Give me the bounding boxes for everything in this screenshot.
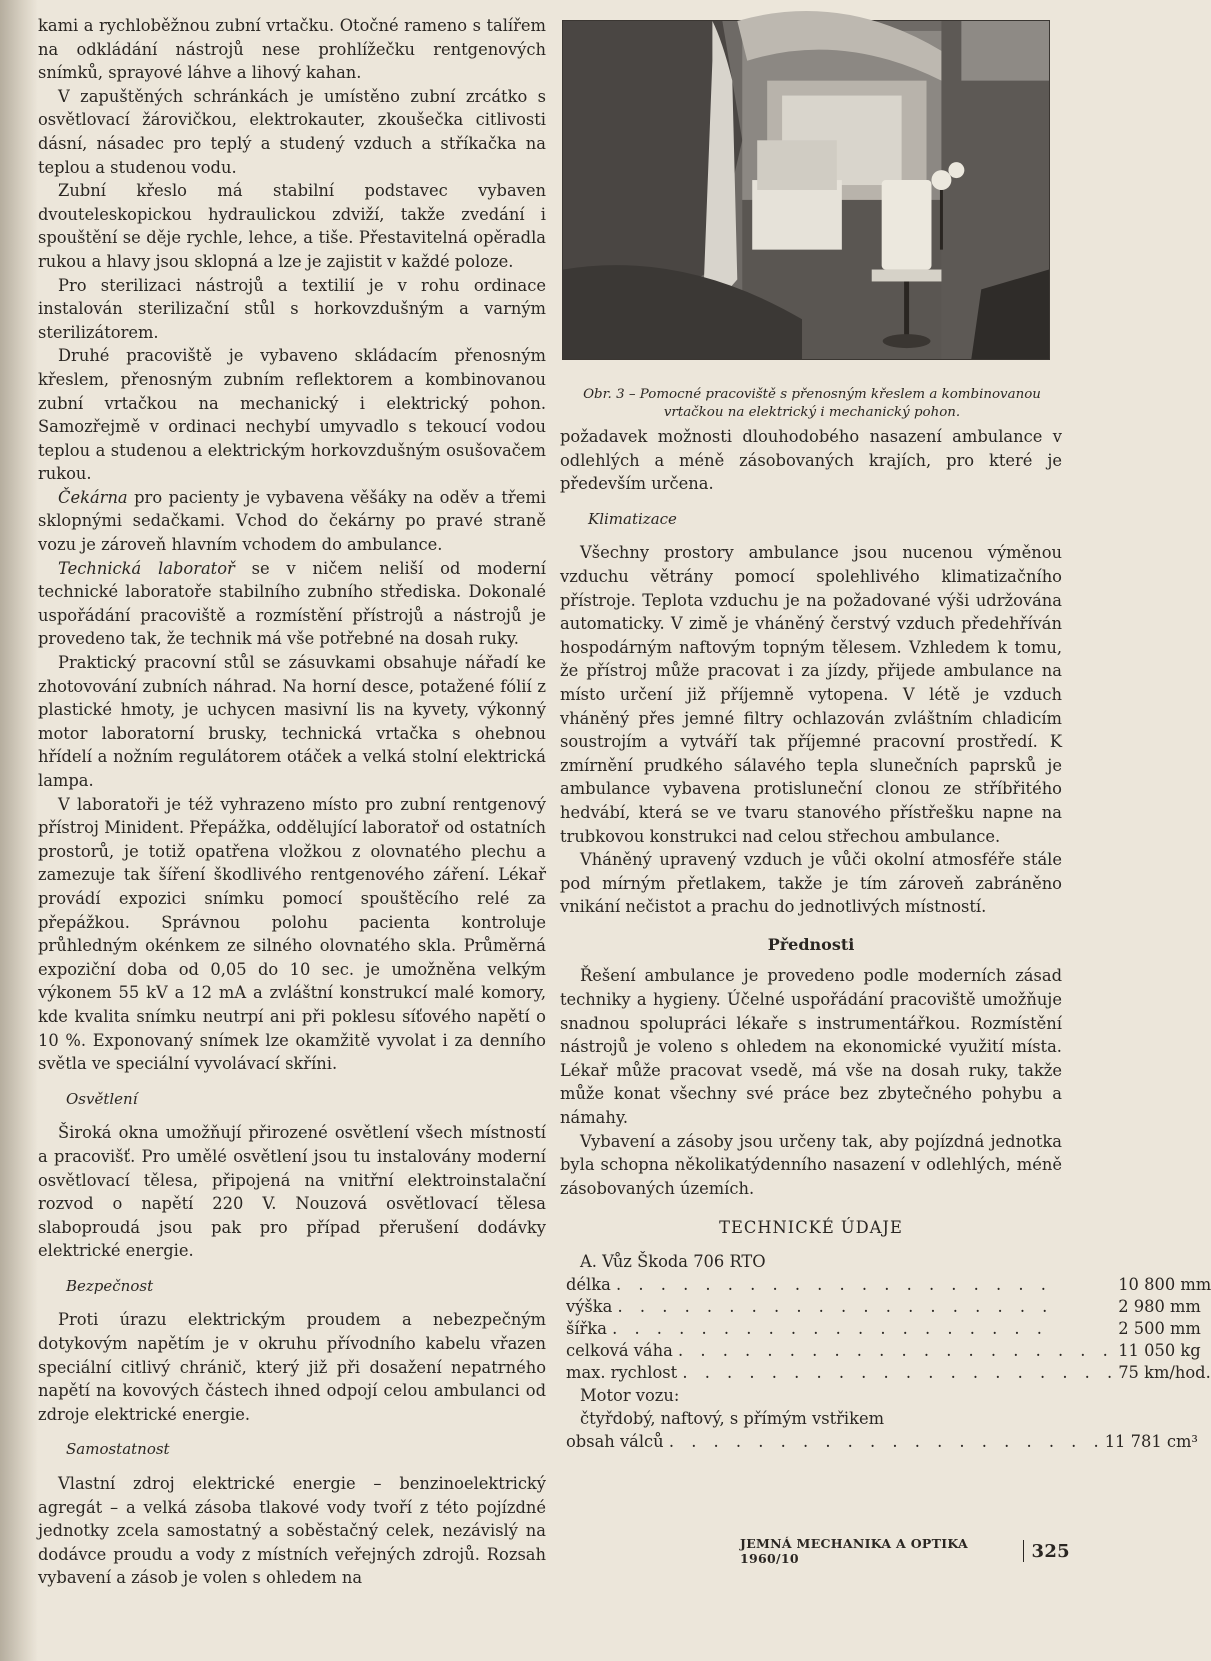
paragraph-bezpecnost: Proti úrazu elektrickým proudem a nebezpečným dotykovým napětím je v okruhu přívodního kabelu vřazen speciální citlivý chránič, který již při dosažení nepatrného napětí na kovových částech ihned odpojí celou ambulanci od zdroje elektrické energie.	[38, 1310, 546, 1424]
spec-row: šířka . . . . . . . . . . . . . . . . . . . . 2 500 mm	[566, 1318, 1211, 1340]
spec-value: 10 800 mm	[1118, 1274, 1211, 1294]
paragraph-cekarna	[38, 486, 546, 557]
section-heading-klimatizace: Klimatizace	[588, 509, 677, 528]
tech-data-title: TECHNICKÉ ÚDAJE	[719, 1218, 903, 1238]
term-cekarna: Čekárna	[58, 487, 128, 507]
tech-data-subtitle: A. Vůz Škoda 706 RTO	[580, 1252, 766, 1271]
spec-label: výška	[566, 1296, 613, 1316]
spec-label: délka	[566, 1274, 611, 1294]
paragraph: V zapuštěných schránkách je umístěno zubní zrcátko s osvětlovací žárovičkou, elektrokauter, zkoušečka citlivosti dásní, násadec pro teplý a studený vzduch a stříkačka na teplou a studenou vodu.	[38, 86, 546, 177]
motor-heading: Motor vozu:	[580, 1385, 680, 1405]
right-column	[560, 425, 1211, 1453]
spec-table-motor	[566, 1431, 1198, 1453]
binding-gutter	[0, 0, 38, 1661]
spec-row: výška . . . . . . . . . . . . . . . . . . . . 2 980 mm	[566, 1296, 1211, 1318]
paragraph-klimatizace: Všechny prostory ambulance jsou nucenou výměnou vzduchu větrány pomocí spolehlivého klimatizačního přístroje. Teplota vzduchu je na požadované výši udržována automaticky. V zimě je vháněný čerstvý vzduch předehříván hospodárným naftovým topným tělesem. Vzhledem k tomu, že přístroj může pracovat i za jízdy, přijede ambulance na místo určení již příjemně vytopena. V létě je vzduch vháněný přes jemné filtry ochlazován zvláštním chladicím soustrojím a vytváří tak příjemné pracovní prostředí. K zmírnění prudkého sálavého tepla slunečních paprsků je ambulance vybavena protisluneční clonou ze stříbřitého hedvábí, která se ve tvaru stanového přístřešku napne na trubkovou konstrukci nad celou střechou ambulance.	[560, 543, 1062, 846]
paragraph: kami a rychloběžnou zubní vrtačku. Otočné rameno s talířem na odkládání nástrojů nese prohlížečku rentgenových snímků, sprayové láhve a lihový kahan.	[38, 16, 546, 83]
paragraph-osvetleni: Široká okna umožňují přirozené osvětlení všech místností a pracovišť. Pro umělé osvětlení jsou tu instalovány moderní osvětlovací tělesa, připojená na vnitřní elektroinstalační rozvod o napětí 220 V. Nouzová osvětlovací tělesa slaboproudá jsou pak pro případ přerušení dodávky elektrické energie.	[38, 1123, 546, 1261]
paragraph: Zubní křeslo má stabilní podstavec vybaven dvouteleskopickou hydraulickou zdviží, takže zvedání i spouštění se děje rychle, lehce, a tiše. Přestavitelná opěradla rukou a hlavy jsou sklopná a lze je zajistit v každé poloze.	[38, 181, 546, 271]
paragraph-continuation: požadavek možnosti dlouhodobého nasazení ambulance v odlehlých a méně zásobovaných krajích, pro které je především určena.	[560, 427, 1062, 494]
spec-value: 2 980 mm	[1118, 1296, 1201, 1316]
footer-divider	[1023, 1540, 1024, 1562]
photo-ambulance-interior	[562, 20, 1050, 360]
paragraph-prednosti: Řešení ambulance je provedeno podle moderních zásad techniky a hygieny. Účelné uspořádání pracoviště umožňuje snadnou spolupráci lékaře s instrumentářkou. Rozmístění nástrojů je voleno s ohledem na ekonomické využití místa. Lékař může pracovat vsedě, má vše na dosah ruky, takže může konat všechny své práce bez zbytečného pohybu a námahy.	[560, 966, 1062, 1128]
spec-label: obsah válců	[566, 1431, 664, 1451]
paragraph: Druhé pracoviště je vybaveno skládacím přenosným křeslem, přenosným zubním reflektorem a kombinovanou zubní vrtačkou na mechanický i elektrický pohon. Samozřejmě v ordinaci nechybí umyvadlo s tekoucí vodou teplou a studenou a elektrickým horkovzdušným osušovačem rukou.	[38, 346, 546, 484]
photo-illustration	[563, 21, 1049, 359]
spec-row: obsah válců . . . . . . . . . . . . . . . . . . . . 11 781 cm³	[566, 1431, 1198, 1451]
spec-row: délka . . . . . . . . . . . . . . . . . . . . 10 800 mm	[566, 1274, 1211, 1294]
spec-value: 11 781 cm³	[1104, 1431, 1198, 1451]
spec-table	[566, 1274, 1211, 1384]
paragraph-samostatnost: Vlastní zdroj elektrické energie – benzinoelektrický agregát – a velká zásoba tlakové vody tvoří z této pojízdné jednotky zcela samostatný a soběstačný celek, nezávislý na dodávce proudu a vody z místních veřejných zdrojů. Rozsah vybavení a zásob je volen s ohledem na	[38, 1474, 546, 1588]
paragraph: Pro sterilizaci nástrojů a textilií je v rohu ordinace instalován sterilizační stůl s horkovzdušným a varným sterilizátorem.	[38, 275, 546, 342]
spec-row: celková váha . . . . . . . . . . . . . . . . . . . . 11 050 kg	[566, 1340, 1211, 1362]
spec-row: max. rychlost . . . . . . . . . . . . . . . . . . . . 75 km/hod.	[566, 1362, 1211, 1382]
section-heading-samostatnost: Samostatnost	[66, 1440, 170, 1459]
section-heading-osvetleni: Osvětlení	[66, 1089, 138, 1108]
figure-caption: Obr. 3 – Pomocné pracoviště s přenosným křeslem a kombinovanou vrtačkou na elektrický i mechanický pohon.	[583, 387, 1041, 420]
motor-type: čtyřdobý, naftový, s přímým vstřikem	[580, 1409, 885, 1429]
spec-value: 2 500 mm	[1118, 1318, 1201, 1338]
text-laborator: se v ničem neliší od moderní technické laboratoře stabilního zubního střediska. Dokonalé uspořádání pracoviště a rozmístění přístrojů a nástrojů je provedeno tak, že technik má vše potřebné na dosah ruky.	[38, 558, 546, 649]
page-footer	[740, 1538, 1070, 1564]
spec-label: max. rychlost	[566, 1362, 678, 1382]
text-cekarna: pro pacienty je vybavena věšáky na oděv a třemi sklopnými sedačkami. Vchod do čekárny po pravé straně vozu je zároveň hlavním vchodem do ambulance.	[38, 487, 546, 555]
paragraph-klimatizace: Vháněný upravený vzduch je vůči okolní atmosféře stále pod mírným přetlakem, takže je tím zároveň zabráněno vnikání nečistot a prachu do jednotlivých místností.	[560, 850, 1062, 917]
paragraph: Praktický pracovní stůl se zásuvkami obsahuje nářadí ke zhotovování zubních náhrad. Na horní desce, potažené fólií z plastické hmoty, je uchycen masivní lis na kyvety, výkonný motor laboratorní brusky, technická vrtačka s ohebnou hřídelí a nožním regulátorem otáček a velká stolní elektrická lampa.	[38, 653, 546, 790]
paragraph-laborator	[38, 557, 546, 651]
spec-label: šířka	[566, 1318, 607, 1338]
term-laborator: Technická laboratoř	[58, 558, 235, 578]
left-column	[38, 14, 546, 1590]
section-heading-bezpecnost: Bezpečnost	[66, 1276, 154, 1295]
journal-name: JEMNÁ MECHANIKA A OPTIKA 1960/10	[740, 1536, 969, 1566]
paragraph: V laboratoři je též vyhrazeno místo pro zubní rentgenový přístroj Minident. Přepážka, oddělující laboratoř od ostatních prostorů, je totiž opatřena vložkou z olovnatého plechu a zamezuje tak šíření škodlivého rentgenového záření. Lékař provádí expozici snímku pomocí spouštěcího relé za přepážkou. Správnou polohu pacienta kontroluje průhledným okénkem ze silného olovnatého skla. Průměrná expoziční doba od 0,05 do 10 sec. je umožněna velkým výkonem 55 kV a 12 mA a zvláštní konstrukcí malé komory, kde kvalita snímku neutrpí ani při poklesu síťového napětí o 10 %. Exponovaný snímek lze okamžitě vyvolat i za denního světla ve speciální vyvolávací skříni.	[38, 794, 546, 1074]
page-number: 325	[1031, 1540, 1070, 1562]
paragraph-prednosti: Vybavení a zásoby jsou určeny tak, aby pojízdná jednotka byla schopna několikatýdenního nasazení v odlehlých, méně zásobovaných územích.	[560, 1131, 1062, 1198]
spec-label: celková váha	[566, 1340, 673, 1360]
spec-value: 75 km/hod.	[1118, 1362, 1211, 1382]
section-heading-prednosti: Přednosti	[767, 934, 855, 954]
spec-value: 11 050 kg	[1118, 1340, 1201, 1360]
